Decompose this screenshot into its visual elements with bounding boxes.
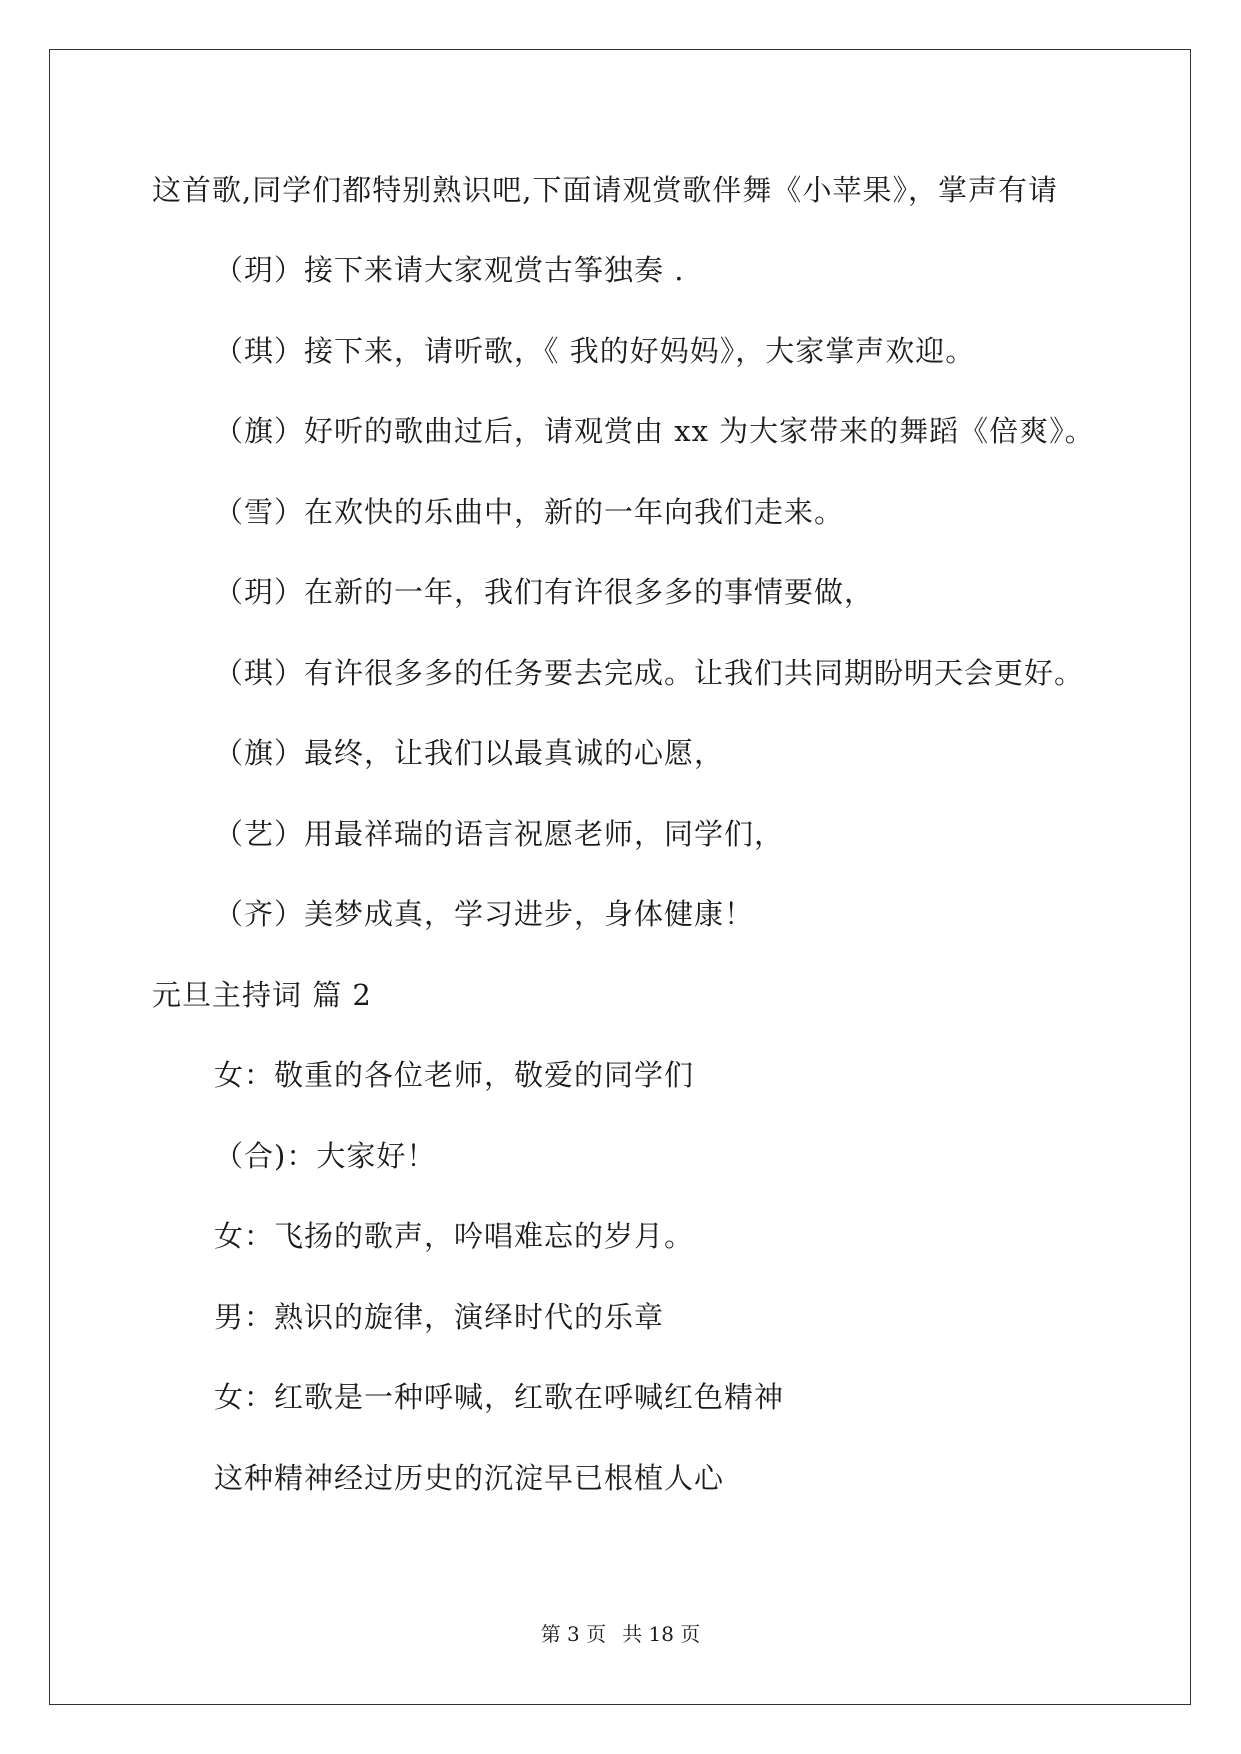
- body-line: （旗）好听的歌曲过后，请观赏由 xx 为大家带来的舞蹈《倍爽》。: [214, 414, 1095, 448]
- body-line: （玥）接下来请大家观赏古筝独奏 .: [214, 253, 685, 287]
- body-line: 这种精神经过历史的沉淀早已根植人心: [214, 1461, 725, 1495]
- section-heading: 元旦主持词 篇 2: [152, 978, 372, 1012]
- page-number: 第 3 页: [540, 1622, 607, 1646]
- body-line: （旗）最终，让我们以最真诚的心愿，: [214, 736, 725, 770]
- body-line: 女：飞扬的歌声，吟唱难忘的岁月。: [214, 1219, 695, 1253]
- page-footer: [0, 1622, 1241, 1646]
- body-line: （齐）美梦成真，学习进步，身体健康！: [214, 897, 755, 931]
- page-border: [49, 49, 1191, 1705]
- body-line: 这首歌,同学们都特别熟识吧,下面请观赏歌伴舞《小苹果》，掌声有请: [152, 173, 1058, 207]
- body-line: （雪）在欢快的乐曲中，新的一年向我们走来。: [214, 495, 845, 529]
- body-line: （玥）在新的一年，我们有许很多多的事情要做，: [214, 575, 875, 609]
- body-line: 女：敬重的各位老师，敬爱的同学们: [214, 1058, 695, 1092]
- body-line: （艺）用最祥瑞的语言祝愿老师，同学们，: [214, 817, 785, 851]
- body-line: 女：红歌是一种呼喊，红歌在呼喊红色精神: [214, 1380, 785, 1414]
- body-line: 男：熟识的旋律，演绎时代的乐章: [214, 1300, 665, 1334]
- body-line: （合)：大家好！: [214, 1139, 437, 1173]
- page-total: 共 18 页: [622, 1622, 701, 1646]
- body-line: （琪）有许很多多的任务要去完成。让我们共同期盼明天会更好。: [214, 656, 1085, 690]
- body-line: （琪）接下来，请听歌，《 我的好妈妈》，大家掌声欢迎。: [214, 334, 976, 368]
